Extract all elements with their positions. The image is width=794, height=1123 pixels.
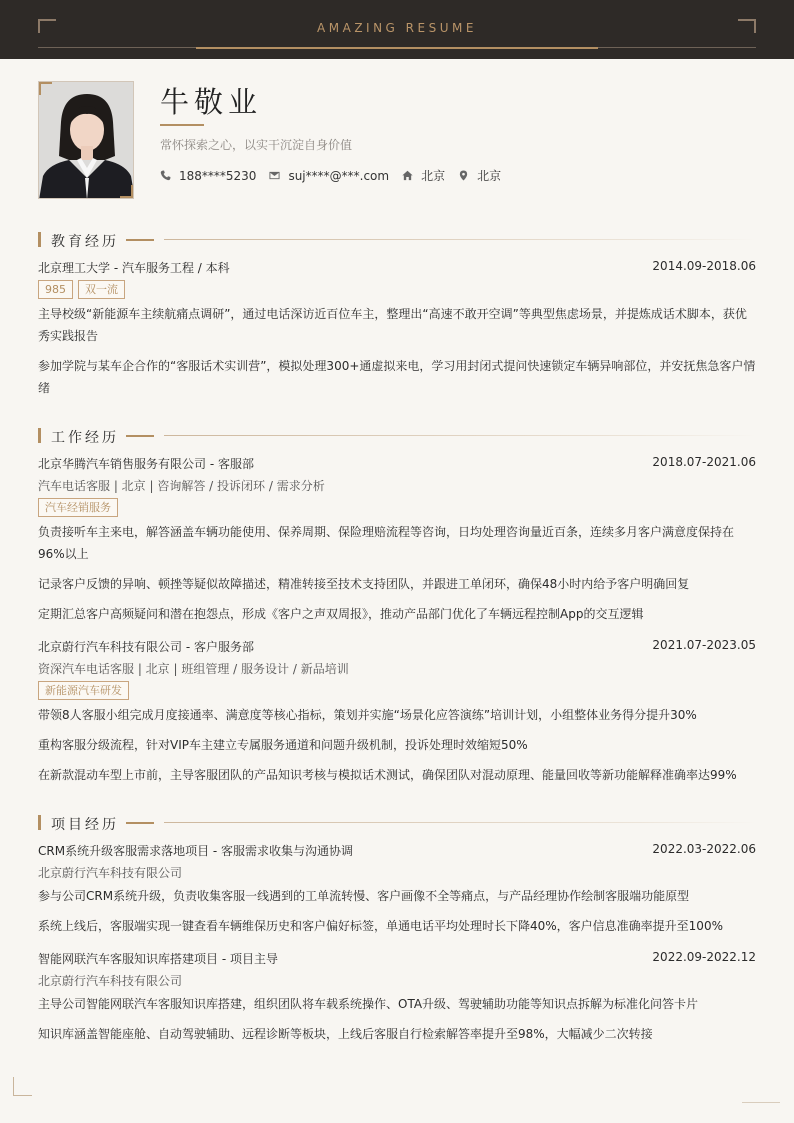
project-point: 主导公司智能网联汽车客服知识库搭建，组织团队将车载系统操作、OTA升级、驾驶辅助功能等知识点拆解为标准化问答卡片 — [38, 997, 699, 1011]
work-section-header — [38, 427, 756, 445]
section-accent-line — [126, 822, 154, 824]
company-department: 北京蔚行汽车科技有限公司 - 客户服务部 — [38, 640, 254, 654]
portrait-image — [39, 82, 134, 199]
location-pin-icon — [458, 170, 469, 181]
resume-banner-title: AMAZING RESUME — [317, 21, 477, 35]
personal-motto: 常怀探索之心，以实干沉淀自身价值 — [160, 138, 353, 152]
bottom-divider — [742, 1102, 780, 1103]
education-entry-title — [38, 259, 756, 276]
section-marker — [38, 232, 41, 247]
work-point: 定期汇总客户高频疑问和潜在抱怨点，形成《客户之声双周报》，推动产品部门优化了车辆远程控制App的交互逻辑 — [38, 607, 644, 621]
phone-icon — [160, 170, 171, 181]
education-section-header — [38, 231, 756, 249]
work-point: 记录客户反馈的异响、顿挫等疑似故障描述，精准转接至技术支持团队，并跟进工单闭环，确保48小时内给予客户明确回复 — [38, 577, 690, 591]
work-subtitle: 汽车电话客服 | 北京 | 咨询解答 / 投诉闭环 / 需求分析 — [38, 479, 325, 493]
header-band — [0, 0, 794, 59]
work-point: 重构客服分级流程，针对VIP车主建立专属服务通道和问题升级机制，投诉处理时效缩短50% — [38, 738, 528, 752]
contact-email — [269, 169, 389, 183]
project-date: 2022.09-2022.12 — [652, 950, 756, 964]
work-entry-title — [38, 455, 756, 472]
project-point: 系统上线后，客服端实现一键查看车辆维保历史和客户偏好标签，单通电话平均处理时长下降40%，客户信息准确率提升至100% — [38, 919, 723, 933]
project-date: 2022.03-2022.06 — [652, 842, 756, 856]
email-address: suj****@***.com — [288, 168, 390, 183]
current-city: 北京 — [477, 169, 502, 183]
work-tags — [38, 498, 123, 517]
work-point: 负责接听车主来电，解答涵盖车辆功能使用、保养周期、保险理赔流程等咨询，日均处理咨询量近百条，连续多月客户满意度保持在96%以上 — [38, 525, 735, 561]
section-marker — [38, 815, 41, 830]
section-divider — [164, 435, 756, 436]
photo-corner-top-left — [38, 81, 52, 95]
contact-list — [160, 167, 514, 184]
tag: 新能源汽车研发 — [38, 681, 129, 700]
project-name-role: CRM系统升级客服需求落地项目 - 客服需求收集与沟通协调 — [38, 844, 354, 858]
section-title: 工作经历 — [51, 430, 119, 446]
section-divider — [164, 239, 756, 240]
education-point: 主导校级“新能源车主续航痛点调研”，通过电话深访近百位车主，整理出“高速不敢开空调”等典型焦虑场景，并提炼成话术脚本，获优秀实践报告 — [38, 307, 747, 343]
education-point: 参加学院与某车企合作的“客服话术实训营”，模拟处理300+通虚拟来电，学习用封闭式提问快速锁定车辆异响部位，并安抚焦急客户情绪 — [38, 359, 756, 395]
contact-hometown — [402, 167, 445, 184]
project-company: 北京蔚行汽车科技有限公司 — [38, 866, 183, 880]
projects-section-header — [38, 814, 756, 832]
project-entry-title — [38, 842, 756, 859]
work-tags — [38, 681, 134, 700]
contact-location — [458, 167, 501, 184]
corner-ornament-bottom-left — [13, 1077, 32, 1096]
section-accent-line — [126, 239, 154, 241]
work-date: 2018.07-2021.06 — [652, 455, 756, 469]
section-title: 教育经历 — [51, 234, 119, 250]
name-underline — [160, 124, 204, 126]
work-point: 在新款混动车型上市前，主导客服团队的产品知识考核与模拟话术测试，确保团队对混动原理、能量回收等新功能解释准确率达99% — [38, 768, 737, 782]
person-name: 牛敬业 — [160, 85, 263, 119]
phone-number: 188****5230 — [179, 168, 257, 183]
work-date: 2021.07-2023.05 — [652, 638, 756, 652]
school-major-degree: 北京理工大学 - 汽车服务工程 / 本科 — [38, 261, 230, 275]
education-date: 2014.09-2018.06 — [652, 259, 756, 273]
company-department: 北京华腾汽车销售服务有限公司 - 客服部 — [38, 457, 254, 471]
section-marker — [38, 428, 41, 443]
project-point: 参与公司CRM系统升级，负责收集客服一线遇到的工单流转慢、客户画像不全等痛点，与产品经理协作绘制客服端功能原型 — [38, 889, 690, 903]
hometown: 北京 — [421, 169, 446, 183]
work-entry-title — [38, 638, 756, 655]
header-accent-line — [196, 47, 598, 49]
contact-phone — [160, 169, 256, 183]
project-entry-title — [38, 950, 756, 967]
mail-icon — [269, 170, 280, 181]
section-title: 项目经历 — [51, 817, 119, 833]
project-point: 知识库涵盖智能座舱、自动驾驶辅助、远程诊断等板块，上线后客服自行检索解答率提升至98%，大幅减少二次转接 — [38, 1027, 653, 1041]
tag: 汽车经销服务 — [38, 498, 118, 517]
work-subtitle: 资深汽车电话客服 | 北京 | 班组管理 / 服务设计 / 新品培训 — [38, 662, 349, 676]
project-name-role: 智能网联汽车客服知识库搭建项目 - 项目主导 — [38, 952, 278, 966]
tag: 985 — [38, 280, 73, 299]
tag: 双一流 — [78, 280, 125, 299]
profile-photo — [38, 81, 134, 199]
photo-corner-bottom-right — [120, 185, 134, 199]
section-accent-line — [126, 435, 154, 437]
education-tags — [38, 280, 130, 299]
section-divider — [164, 822, 756, 823]
work-point: 带领8人客服小组完成月度接通率、满意度等核心指标，策划并实施“场景化应答演练”培训计划，小组整体业务得分提升30% — [38, 708, 697, 722]
project-company: 北京蔚行汽车科技有限公司 — [38, 974, 183, 988]
home-icon — [402, 170, 413, 181]
